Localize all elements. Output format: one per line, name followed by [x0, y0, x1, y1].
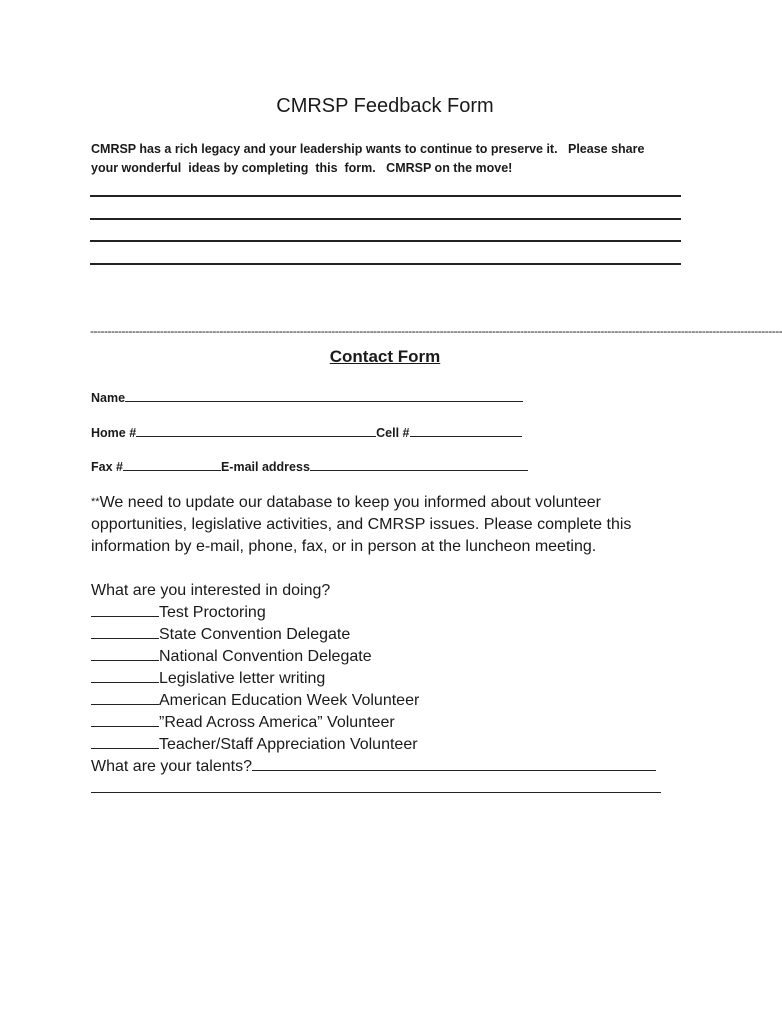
phone-row — [91, 424, 522, 440]
fax-email-row — [91, 458, 528, 474]
interest-checkline[interactable] — [91, 734, 159, 749]
idea-line-2[interactable] — [90, 218, 681, 220]
idea-line-3[interactable] — [90, 240, 681, 242]
cell-phone-field[interactable] — [410, 424, 522, 437]
home-phone-field[interactable] — [136, 424, 376, 437]
talents-row — [91, 756, 691, 778]
interest-option[interactable]: Test Proctoring — [91, 602, 691, 624]
home-label: Home # — [91, 426, 137, 440]
interest-option[interactable]: ”Read Across America” Volunteer — [91, 712, 691, 734]
interest-option[interactable]: Legislative letter writing — [91, 668, 691, 690]
notice-paragraph — [91, 491, 691, 558]
talents-field[interactable] — [252, 756, 656, 771]
interest-checkline[interactable] — [91, 668, 159, 683]
idea-line-1[interactable] — [90, 195, 681, 197]
section-divider: ------------------------------------------------------------------------------------------------------------------------------------------------------------------------------------------------------ — [90, 324, 782, 338]
email-field[interactable] — [310, 458, 528, 471]
interests-question: What are you interested in doing? — [91, 582, 331, 599]
fax-field[interactable] — [123, 458, 221, 471]
interest-option[interactable]: State Convention Delegate — [91, 624, 691, 646]
notice-line-1: **We need to update our database to keep you informed about volunteer — [91, 494, 601, 511]
intro-text — [91, 140, 691, 178]
name-label: Name — [91, 391, 126, 405]
fax-label: Fax # — [91, 460, 123, 474]
interest-checkline[interactable] — [91, 712, 159, 727]
talents-row-2 — [91, 778, 691, 800]
interest-option[interactable]: National Convention Delegate — [91, 646, 691, 668]
idea-line-4[interactable] — [90, 263, 681, 265]
interest-checkline[interactable] — [91, 646, 159, 661]
contact-form-title: Contact Form — [329, 347, 441, 366]
name-field[interactable] — [125, 389, 523, 402]
intro-line-2: your wonderful ideas by completing this form. CMRSP on the move! — [91, 161, 513, 175]
notice-stars: ** — [91, 496, 100, 508]
interest-checkline[interactable] — [91, 602, 159, 617]
form-title: CMRSP Feedback Form — [276, 95, 494, 117]
interests-section — [91, 580, 691, 800]
interest-option[interactable]: American Education Week Volunteer — [91, 690, 691, 712]
interest-option[interactable]: Teacher/Staff Appreciation Volunteer — [91, 734, 691, 756]
talents-field-continued[interactable] — [91, 778, 661, 793]
talents-label: What are your talents? — [91, 758, 252, 775]
name-row — [91, 389, 523, 405]
notice-line-2: opportunities, legislative activities, and CMRSP issues. Please complete this — [91, 516, 632, 533]
interest-checkline[interactable] — [91, 690, 159, 705]
email-label: E-mail address — [220, 460, 310, 474]
intro-line-1: CMRSP has a rich legacy and your leadership wants to continue to preserve it. Please share — [91, 142, 645, 156]
cell-label: Cell # — [376, 426, 410, 440]
interest-checkline[interactable] — [91, 624, 159, 639]
notice-line-3: information by e-mail, phone, fax, or in person at the luncheon meeting. — [91, 538, 597, 555]
